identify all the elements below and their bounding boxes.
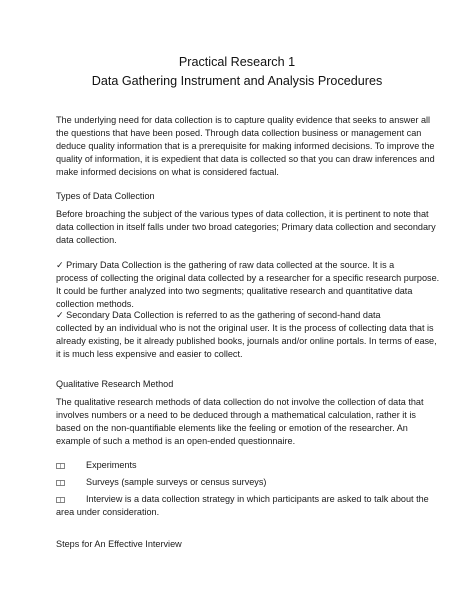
text-line: the questions that have been posed. Through data collection business or management can	[56, 127, 422, 138]
checkmark-icon: ✓	[56, 310, 64, 320]
list-item-text: Experiments	[86, 460, 137, 470]
section-heading: Steps for An Effective Interview	[56, 539, 182, 549]
text-line: already existing, be it already published books, journals and/or online portals. In terms of ease,	[56, 335, 437, 346]
qual-heading	[56, 378, 422, 391]
text-line: based on the non-quantifiable elements like the feeling or emotion of the researcher. An	[56, 422, 408, 433]
book-icon	[56, 463, 65, 469]
qual-paragraph	[56, 396, 422, 448]
list-item-text: Surveys (sample surveys or census surveys)	[86, 477, 267, 487]
book-icon	[56, 497, 65, 503]
text-line: It could be further analyzed into two segments; qualitative research and quantitative data	[56, 285, 413, 296]
text-line: Before broaching the subject of the various types of data collection, it is pertinent to note that	[56, 209, 429, 219]
text-line: quality of information, it is expedient that data is collected so that you can draw inferences and	[56, 153, 435, 164]
list-item	[56, 459, 422, 472]
text-line	[56, 309, 422, 322]
text-line: data collection in itself falls under two broad categories; Primary data collection and secondary	[56, 221, 436, 232]
text-line: example of such a method is an open-ended questionnaire.	[56, 435, 296, 446]
document-subtitle: Data Gathering Instrument and Analysis Procedures	[91, 74, 383, 88]
primary-paragraph	[56, 259, 440, 311]
text-line: involves numbers or a need to be deduced through a mathematical calculation, rather it is	[56, 409, 416, 420]
text-line-content: Secondary Data Collection is referred to as the gathering of second-hand data	[66, 310, 381, 320]
text-line: process of collecting the original data collected by a researcher for a specific research purpose.	[56, 272, 440, 283]
text-line: deduce quality information that is a prerequisite for making informed decisions. To improve the	[56, 140, 435, 151]
document-title: Practical Research 1	[178, 55, 296, 69]
text-line: it is much less expensive and easier to collect.	[56, 348, 243, 359]
text-line	[56, 259, 422, 272]
checkmark-icon: ✓	[56, 260, 64, 270]
list-item-text: area under consideration.	[56, 506, 160, 517]
text-line: data collection.	[56, 234, 117, 245]
text-line: collected by an individual who is not the original user. It is the process of collecting data that is	[56, 322, 434, 333]
section-heading: Types of Data Collection	[56, 191, 155, 201]
steps-heading	[56, 538, 422, 551]
text-line: make informed decisions on what is considered factual.	[56, 166, 279, 177]
section-heading: Qualitative Research Method	[56, 379, 174, 389]
text-line-content: Primary Data Collection is the gathering of raw data collected at the source. It is a	[66, 260, 395, 270]
types-paragraph	[56, 208, 436, 247]
types-heading	[56, 190, 422, 203]
text-line: The underlying need for data collection is to capture quality evidence that seeks to answer all	[56, 115, 431, 125]
book-icon	[56, 480, 65, 486]
list-item	[56, 493, 429, 519]
text-line: The qualitative research methods of data collection do not involve the collection of data that	[56, 397, 424, 407]
text-line: collection methods.	[56, 298, 134, 309]
list-item	[56, 476, 422, 489]
list-item-text: Interview is a data collection strategy in which participants are asked to talk about the	[86, 494, 429, 504]
intro-paragraph	[56, 114, 435, 179]
secondary-paragraph	[56, 309, 437, 361]
